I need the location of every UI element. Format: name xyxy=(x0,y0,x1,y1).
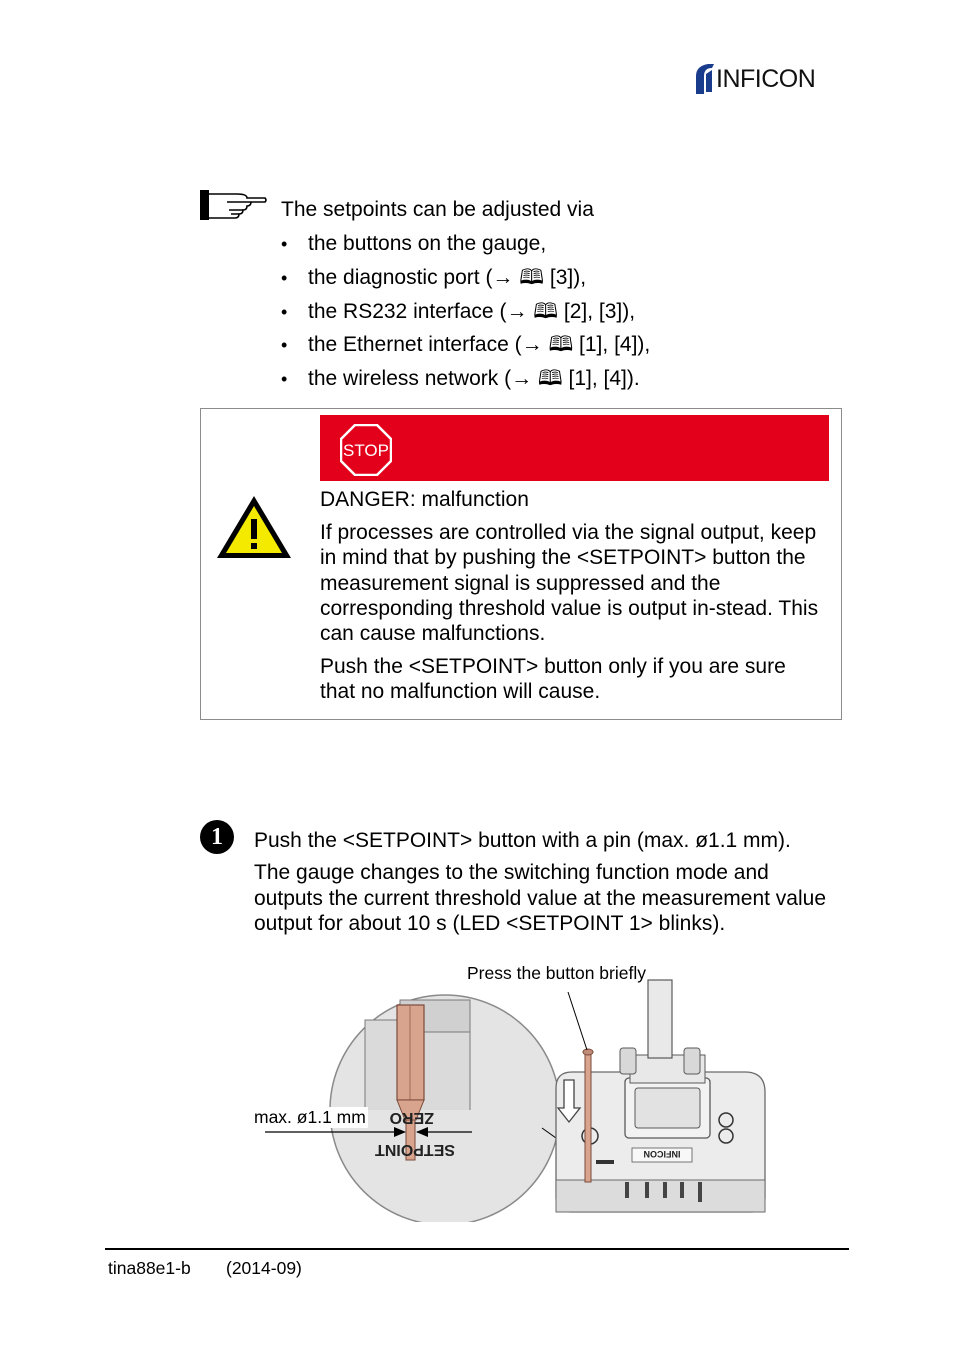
document-id: tina88e1-b xyxy=(108,1258,191,1278)
stop-sign-icon xyxy=(340,424,392,476)
danger-paragraph: Push the <SETPOINT> button only if you are sure that no malfunction will cause. xyxy=(320,655,786,704)
stop-label: STOP xyxy=(343,441,389,460)
setpoint-method-list xyxy=(281,229,650,398)
list-item: • the buttons on the gauge, xyxy=(281,229,650,263)
list-item: • the diagnostic port (→ 🕮 [3]), xyxy=(281,263,650,297)
warning-triangle-icon xyxy=(214,493,294,561)
danger-title: DANGER: malfunction xyxy=(320,488,529,511)
footer-divider xyxy=(105,1248,849,1250)
inficon-logo xyxy=(694,62,846,96)
list-item: • the RS232 interface (→ 🕮 [2], [3]), xyxy=(281,297,650,331)
pin-diameter-label: max. ø1.1 mm xyxy=(254,1107,366,1127)
list-item: • the Ethernet interface (→ 🕮 [1], [4]), xyxy=(281,330,650,364)
danger-header-bar xyxy=(320,415,829,481)
logo-mark-icon xyxy=(694,62,716,96)
logo-text: INFICON xyxy=(716,65,816,93)
zero-label: ZERO xyxy=(389,1109,434,1126)
note-intro: The setpoints can be adjusted via xyxy=(281,198,594,221)
step-description: The gauge changes to the switching function mode and outputs the current threshold value at the measurement value output for about 10 s (LED <SETPOINT 1> blinks). xyxy=(254,861,827,935)
pointing-hand-icon xyxy=(199,188,267,222)
document-date: (2014-09) xyxy=(226,1258,302,1278)
device-brand-text: INFICON xyxy=(643,1149,681,1159)
setpoint-engraving: SETPOINT xyxy=(374,1141,455,1158)
list-item: • the wireless network (→ 🕮 [1], [4]). xyxy=(281,364,650,398)
step-instruction: Push the <SETPOINT> button with a pin (max. ø1.1 mm). xyxy=(254,829,791,852)
step-number: 1 xyxy=(200,820,234,854)
setpoint-button-illustration xyxy=(240,960,780,1222)
danger-paragraph: If processes are controlled via the signal output, keep in mind that by pushing the <SETPOINT> button the measurement signal is suppressed and the corresponding threshold value is output in-stead. This can cause malfunctions. xyxy=(320,521,819,646)
figure-caption: Press the button briefly xyxy=(467,963,646,983)
